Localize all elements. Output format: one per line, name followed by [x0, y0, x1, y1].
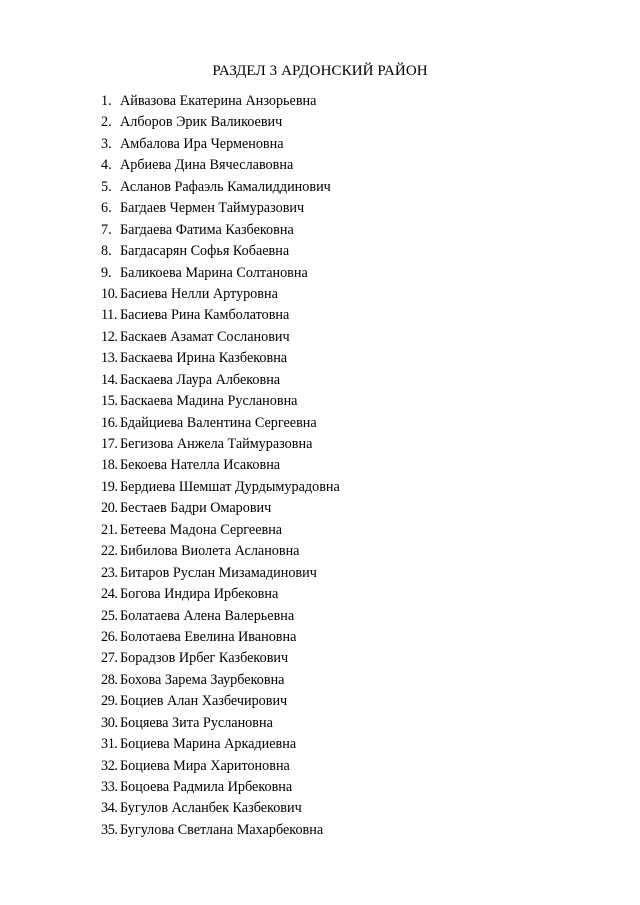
- list-item-number: 18.: [101, 457, 118, 474]
- list-item-number: 19.: [101, 478, 118, 495]
- list-item: [101, 413, 340, 434]
- list-item-number: 20.: [101, 500, 118, 517]
- list-item: [101, 241, 340, 262]
- list-item: [101, 198, 340, 219]
- list-item-number: 26.: [101, 628, 118, 645]
- list-item-name: Баскаева Лаура Албековна: [120, 371, 281, 388]
- list-item: [101, 756, 340, 777]
- list-item-name: Басиева Нелли Артуровна: [120, 285, 278, 302]
- list-item: [101, 391, 340, 412]
- list-item: [101, 220, 340, 241]
- list-item-name: Багдаев Чермен Таймуразович: [120, 200, 305, 217]
- list-item-name: Бугулов Асланбек Казбекович: [120, 800, 302, 817]
- list-item-name: Бибилова Виолета Аслановна: [120, 543, 300, 560]
- list-item-name: Бугулова Светлана Махарбековна: [120, 821, 324, 838]
- list-item-number: 4.: [101, 157, 112, 174]
- list-item-name: Алборов Эрик Валикоевич: [120, 114, 283, 131]
- list-item-number: 27.: [101, 650, 118, 667]
- list-item: [101, 348, 340, 369]
- list-item-number: 31.: [101, 736, 118, 753]
- list-item: [101, 563, 340, 584]
- list-item-number: 5.: [101, 178, 112, 195]
- list-item-name: Багдасарян Софья Кобаевна: [120, 243, 290, 260]
- list-item-name: Асланов Рафаэль Камалиддинович: [120, 178, 331, 195]
- list-item: [101, 691, 340, 712]
- list-item: [101, 820, 340, 841]
- list-item-number: 23.: [101, 564, 118, 581]
- list-item-number: 34.: [101, 800, 118, 817]
- list-item: [101, 305, 340, 326]
- list-item-name: Басиева Рина Камболатовна: [120, 307, 290, 324]
- list-item: [101, 155, 340, 176]
- list-item-number: 32.: [101, 757, 118, 774]
- list-item-number: 29.: [101, 693, 118, 710]
- list-item-name: Боциев Алан Хазбечирович: [120, 693, 288, 710]
- list-item: [101, 327, 340, 348]
- list-item-number: 9.: [101, 264, 112, 281]
- list-item-number: 7.: [101, 221, 112, 238]
- list-item-name: Бегизова Анжела Таймуразовна: [120, 436, 313, 452]
- list-item-number: 21.: [101, 521, 118, 538]
- list-item-name: Бестаев Бадри Омарович: [120, 500, 272, 517]
- list-item: [101, 91, 340, 112]
- list-item-name: Борадзов Ирбег Казбекович: [120, 650, 289, 667]
- list-item-number: 14.: [101, 371, 118, 388]
- list-item-name: Болотаева Евелина Ивановна: [120, 628, 297, 645]
- list-item-number: 3.: [101, 135, 112, 152]
- list-item-number: 10.: [101, 285, 118, 302]
- list-item: [101, 627, 340, 648]
- list-item-name: Богова Индира Ирбековна: [120, 586, 279, 603]
- list-item: [101, 498, 340, 519]
- list-item-number: 35.: [101, 821, 118, 838]
- list-item-number: 33.: [101, 779, 118, 795]
- list-item-number: 1.: [101, 93, 112, 109]
- list-item-name: Бдайциева Валентина Сергеевна: [120, 414, 317, 431]
- list-item-name: Баскаева Мадина Руслановна: [120, 393, 298, 410]
- list-item-number: 22.: [101, 543, 118, 560]
- list-item-name: Баликоева Марина Солтановна: [120, 264, 308, 281]
- list-item-name: Айвазова Екатерина Анзорьевна: [120, 93, 317, 109]
- list-item-number: 17.: [101, 436, 118, 452]
- list-item-number: 11.: [101, 307, 118, 324]
- list-item-number: 6.: [101, 200, 112, 217]
- list-item-number: 30.: [101, 714, 118, 731]
- list-item: [101, 734, 340, 755]
- list-item: [101, 648, 340, 669]
- name-list: [101, 91, 340, 841]
- list-item: [101, 284, 340, 305]
- list-item-name: Бердиева Шемшат Дурдымурадовна: [120, 478, 340, 495]
- list-item-name: Боцоева Радмила Ирбековна: [120, 779, 293, 795]
- list-item-number: 2.: [101, 114, 112, 131]
- list-item: [101, 798, 340, 819]
- list-item-number: 24.: [101, 586, 118, 603]
- list-item: [101, 263, 340, 284]
- list-item-name: Бетеева Мадона Сергеевна: [120, 521, 283, 538]
- list-item: [101, 370, 340, 391]
- list-item-number: 8.: [101, 243, 112, 260]
- list-item-name: Болатаева Алена Валерьевна: [120, 607, 295, 624]
- list-item: [101, 670, 340, 691]
- list-item-name: Амбалова Ира Черменовна: [120, 135, 284, 152]
- list-item: [101, 434, 340, 455]
- list-item-number: 12.: [101, 328, 118, 345]
- page-title: РАЗДЕЛ 3 АРДОНСКИЙ РАЙОН: [212, 63, 428, 79]
- list-item-name: Багдаева Фатима Казбековна: [120, 221, 294, 238]
- list-item-name: Битаров Руслан Мизамадинович: [120, 564, 317, 581]
- list-item-name: Баскаев Азамат Сосланович: [120, 328, 290, 345]
- list-item-name: Бохова Зарема Заурбековна: [120, 671, 285, 688]
- list-item: [101, 520, 340, 541]
- list-item: [101, 477, 340, 498]
- list-item-name: Арбиева Дина Вячеславовна: [120, 157, 294, 174]
- list-item: [101, 777, 340, 798]
- list-item: [101, 541, 340, 562]
- list-item: [101, 455, 340, 476]
- list-item-name: Боциева Мира Харитоновна: [120, 757, 290, 774]
- list-item: [101, 112, 340, 133]
- list-item: [101, 177, 340, 198]
- list-item: [101, 713, 340, 734]
- list-item-number: 25.: [101, 607, 118, 624]
- list-item-number: 15.: [101, 393, 118, 410]
- list-item-name: Бекоева Нателла Исаковна: [120, 457, 281, 474]
- list-item-number: 28.: [101, 671, 118, 688]
- list-item: [101, 134, 340, 155]
- list-item-name: Боциева Марина Аркадиевна: [120, 736, 297, 753]
- list-item-name: Баскаева Ирина Казбековна: [120, 350, 288, 367]
- list-item: [101, 584, 340, 605]
- list-item-number: 16.: [101, 414, 118, 431]
- list-item: [101, 606, 340, 627]
- list-item-name: Боцяева Зита Руслановна: [120, 714, 273, 731]
- list-item-number: 13.: [101, 350, 118, 367]
